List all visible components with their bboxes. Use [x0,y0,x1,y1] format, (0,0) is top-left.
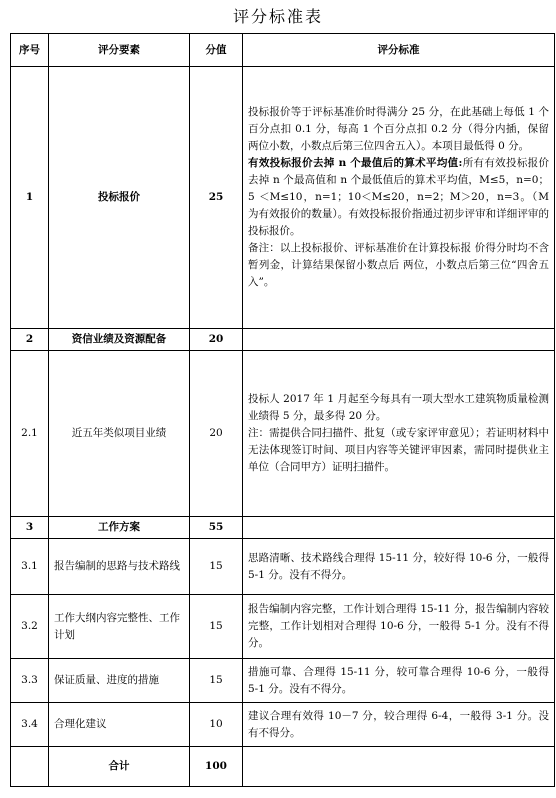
row-criteria [243,703,555,747]
table-row [11,351,555,517]
criteria-paragraph: 备注：以上投标报价、评标基准价在计算投标报 价得分时均不含暂列金，计算结果保留小数点后 两位，小数点后第三位“四舍五入”。 [248,242,549,288]
row-score: 15 [190,595,243,659]
table-row [11,517,555,539]
criteria-paragraph: 思路清晰、技术路线合理得 15-11 分，较好得 10-6 分，一般得 5-1 分。没有不得分。 [248,551,549,581]
row-criteria [243,595,555,659]
row-no: 3 [11,517,49,539]
row-score: 20 [190,351,243,517]
criteria-paragraph: 投标人 2017 年 1 月起至今每具有一项大型水工建筑物质量检测业绩得 5 分，最多得 20 分。 [248,393,549,422]
criteria-paragraph: 措施可靠、合理得 15-11 分，较可靠合理得 10-6 分，一般得 5-1 分。没有不得分。 [248,665,549,695]
page-title: 评分标准表 [232,7,323,26]
total-label: 合计 [49,747,190,787]
total-score: 100 [190,747,243,787]
row-score: 15 [190,659,243,703]
row-no: 3.3 [11,659,49,703]
table-row [11,67,555,329]
table-row [11,659,555,703]
row-no: 1 [11,67,49,329]
row-factor: 资信业绩及资源配备 [49,329,190,351]
row-factor: 近五年类似项目业绩 [49,351,190,517]
row-factor: 保证质量、进度的措施 [49,659,190,703]
row-factor: 投标报价 [49,67,190,329]
total-criteria [243,747,555,787]
row-factor: 工作大纲内容完整性、工作计划 [49,595,190,659]
header-row [11,34,555,67]
criteria-label: 有效投标报价去掉 n 个最值后的算术平均值: [248,157,463,169]
criteria-paragraph: 投标报价等于评标基准价时得满分 25 分，在此基础上每低 1 个百分点扣 0.1 分，每高 1 个百分点扣 0.2 分（得分内插，保留两位小数，小数点后第三位四舍五入）。本项目最低得 0 分。 [248,106,549,152]
table-row [11,329,555,351]
row-factor: 报告编制的思路与技术路线 [49,539,190,595]
header-factor: 评分要素 [49,34,190,67]
row-criteria [243,517,555,539]
row-factor: 工作方案 [49,517,190,539]
row-score: 10 [190,703,243,747]
row-criteria [243,67,555,329]
table-row [11,595,555,659]
criteria-paragraph: 注：需提供合同扫描件、批复（或专家评审意见）；若证明材料中无法体现签订时间、项目内容等关键评审因素，需同时提供业主单位（合同甲方）证明扫描件。 [248,427,549,473]
criteria-paragraph: 报告编制内容完整，工作计划合理得 15-11 分，报告编制内容较完整，工作计划相对合理得 10-6 分，一般得 5-1 分。没有不得分。 [248,603,549,649]
row-score: 55 [190,517,243,539]
header-criteria: 评分标准 [243,34,555,67]
row-criteria [243,329,555,351]
table-row [11,539,555,595]
row-no: 3.1 [11,539,49,595]
row-no: 2.1 [11,351,49,517]
header-no: 序号 [11,34,49,67]
total-no [11,747,49,787]
row-criteria [243,351,555,517]
row-no: 2 [11,329,49,351]
total-row [11,747,555,787]
table-row [11,703,555,747]
scoring-table [10,33,555,787]
row-criteria [243,659,555,703]
row-no: 3.2 [11,595,49,659]
row-score: 25 [190,67,243,329]
header-score: 分值 [190,34,243,67]
row-no: 3.4 [11,703,49,747]
row-factor: 合理化建议 [49,703,190,747]
criteria-paragraph: 有效投标报价去掉 n 个最值后的算术平均值:所有有效投标报价去掉 n 个最高值和 n 个最低值后的算术平均值，M≤5，n=0；5 ＜M≤10，n=1；10＜M≤20，n=2；M＞20，n=3。（M 为有效报价的数量）。有效投标报价指通过初步评审和详细评审的投标报价。 [248,157,549,237]
row-score: 15 [190,539,243,595]
criteria-paragraph: 建议合理有效得 10－7 分，较合理得 6-4，一般得 3-1 分。没有不得分。 [248,709,549,739]
row-score: 20 [190,329,243,351]
row-criteria [243,539,555,595]
